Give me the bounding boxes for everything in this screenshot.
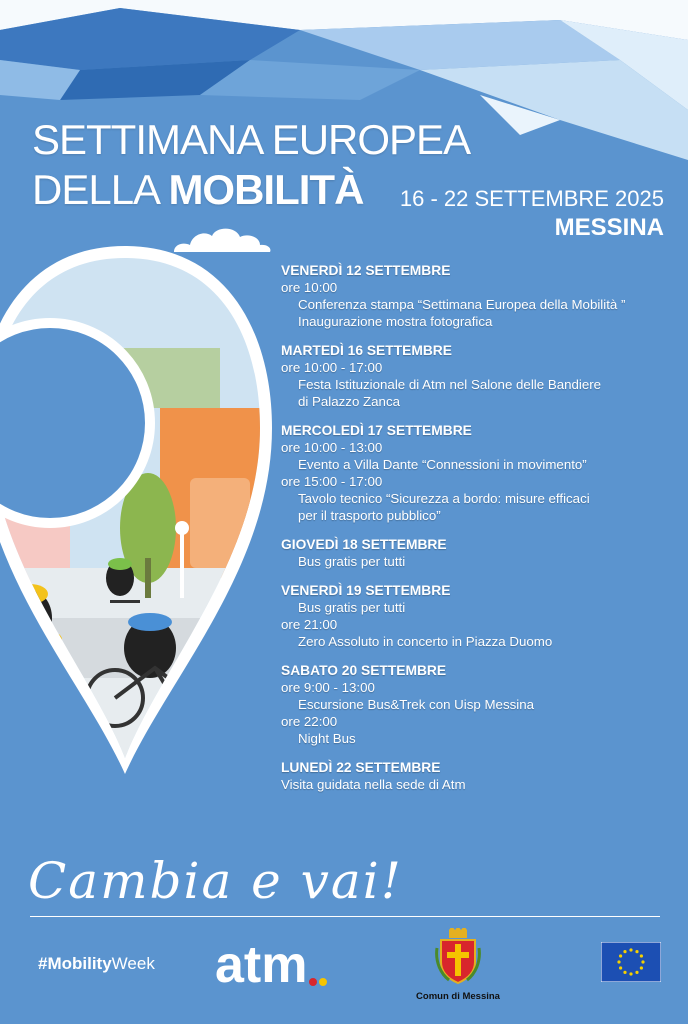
event-dates: 16 - 22 SETTEMBRE 2025 [399,186,664,211]
slogan: Cambia e vai! [28,852,403,910]
schedule-time: ore 9:00 - 13:00 [281,680,375,695]
comune-label: Comun di Messina [416,991,500,1002]
event-schedule [281,262,676,805]
hashtag-bold: #Mobility [38,954,112,973]
schedule-time: Visita guidata nella sede di Atm [281,777,466,792]
schedule-description: Escursione Bus&Trek con Uisp Messina [298,697,534,712]
schedule-description: Tavolo tecnico “Sicurezza a bordo: misure efficaci [298,491,590,506]
schedule-description: Festa Istituzionale di Atm nel Salone delle Bandiere [298,377,602,392]
eu-star [619,966,622,969]
eu-star [641,960,644,963]
eu-flag-icon [601,942,661,982]
eu-star [623,971,626,974]
schedule-day-title: GIOVEDÌ 18 SETTEMBRE [281,537,447,552]
eu-star [629,948,632,951]
comune-di-messina-badge [408,928,508,1002]
map-pin-illustration [0,238,290,778]
schedule-day [281,536,676,570]
schedule-time: ore 10:00 - 17:00 [281,360,383,375]
schedule-day [281,262,676,330]
eu-star [617,960,620,963]
eu-star [640,966,643,969]
atm-logo [215,938,345,994]
schedule-description: Zero Assoluto in concerto in Piazza Duomo [298,634,553,649]
schedule-day [281,422,676,524]
schedule-description: Night Bus [298,731,356,746]
schedule-time: ore 10:00 [281,280,338,295]
schedule-description: di Palazzo Zanca [298,394,400,409]
schedule-description: Bus gratis per tutti [298,600,406,615]
title-line-2-prefix: DELLA [32,166,169,213]
schedule-day-title: SABATO 20 SETTEMBRE [281,663,447,678]
eu-star [623,950,626,953]
schedule-description: Conferenza stampa “Settimana Europea della Mobilità ” [298,297,626,312]
eu-star [619,954,622,957]
schedule-day-title: VENERDÌ 19 SETTEMBRE [281,583,451,598]
hashtag [38,954,155,974]
eu-star [635,950,638,953]
event-city: MESSINA [554,214,664,241]
schedule-description: Bus gratis per tutti [298,554,406,569]
schedule-day [281,662,676,747]
schedule-day [281,582,676,650]
schedule-description: Evento a Villa Dante “Connessioni in movimento” [298,457,587,472]
schedule-time: ore 10:00 - 13:00 [281,440,383,455]
slogan-underline [30,916,660,917]
schedule-day-title: VENERDÌ 12 SETTEMBRE [281,263,451,278]
schedule-day-title: LUNEDÌ 22 SETTEMBRE [281,760,441,775]
comune-crest-icon [435,928,481,984]
schedule-day-title: MARTEDÌ 16 SETTEMBRE [281,343,452,358]
title-line-1: SETTIMANA EUROPEA [32,116,471,163]
schedule-day [281,342,676,410]
schedule-day [281,759,676,793]
schedule-time: ore 15:00 - 17:00 [281,474,383,489]
schedule-time: ore 21:00 [281,617,338,632]
eu-star [635,971,638,974]
schedule-description: per il trasporto pubblico” [298,508,441,523]
schedule-description: Inaugurazione mostra fotografica [298,314,493,329]
schedule-time: ore 22:00 [281,714,338,729]
hashtag-rest: Week [111,954,155,973]
schedule-day-title: MERCOLEDÌ 17 SETTEMBRE [281,423,472,438]
eu-star [629,972,632,975]
eu-star [640,954,643,957]
title-line-2-bold: MOBILITÀ [168,166,364,213]
atm-logo-text: atm [215,938,308,994]
